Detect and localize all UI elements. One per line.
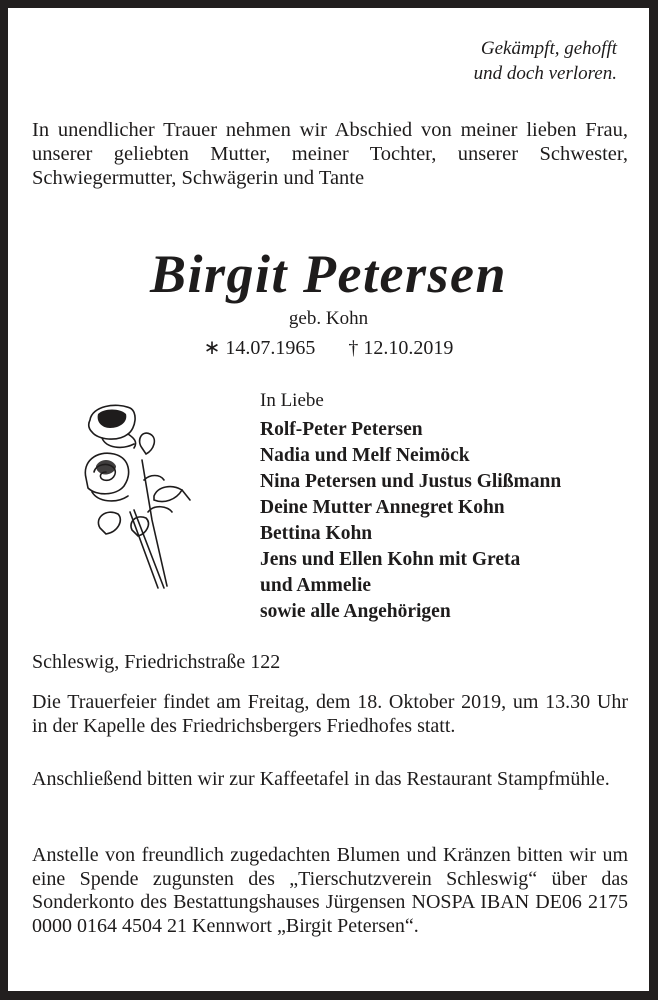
life-dates [8, 336, 649, 360]
mourner-name: Bettina Kohn [260, 523, 373, 544]
intro-text: In unendlicher Trauer nehmen wir Abschied von meiner lieben Frau, unserer geliebten Mutter, meiner Tochter, unserer Schwester, Schwiegermutter, Schwägerin und Tante [32, 119, 628, 189]
service-info: Die Trauerfeier findet am Freitag, dem 18. Oktober 2019, um 13.30 Uhr in der Kapelle des Friedrichsbergers Friedhofes statt. [32, 691, 628, 737]
motto-line-2: und doch verloren. [473, 63, 617, 84]
mourner-name: Deine Mutter Annegret Kohn [260, 497, 505, 518]
deceased-name: Birgit Petersen [150, 244, 507, 304]
mourner-name: Jens und Ellen Kohn mit Greta [260, 549, 521, 570]
mourner-name: und Ammelie [260, 575, 372, 596]
maiden-name: geb. Kohn [288, 308, 369, 329]
mourner-name: Rolf-Peter Petersen [260, 419, 423, 440]
address: Schleswig, Friedrichstraße 122 [32, 651, 281, 673]
mourners-list [260, 417, 561, 625]
mourners-lead: In Liebe [260, 390, 324, 411]
mourner-name: Nina Petersen und Justus Glißmann [260, 471, 562, 492]
obituary-notice [8, 8, 649, 991]
rose-bouquet-icon [72, 400, 192, 590]
mourners-block [260, 388, 561, 625]
donation-info: Anstelle von freundlich zugedachten Blumen und Kränzen bitten wir um eine Spende zugunsten des „Tierschutzverein Schleswig“ über das Sonderkonto des Bestattungshauses Jürgensen NOSPA IBAN DE06 2175 0000 0164 4504 21 Kennwort „Birgit Petersen“. [32, 844, 628, 937]
death-date: † 12.10.2019 [348, 337, 454, 359]
mourner-name: sowie alle Angehörigen [260, 601, 451, 622]
reception-info: Anschließend bitten wir zur Kaffeetafel in das Restaurant Stampfmühle. [32, 768, 610, 790]
motto-line-1: Gekämpft, gehofft [480, 38, 617, 59]
birth-date: ∗ 14.07.1965 [203, 337, 316, 359]
motto [474, 36, 617, 86]
mourner-name: Nadia und Melf Neimöck [260, 445, 470, 466]
